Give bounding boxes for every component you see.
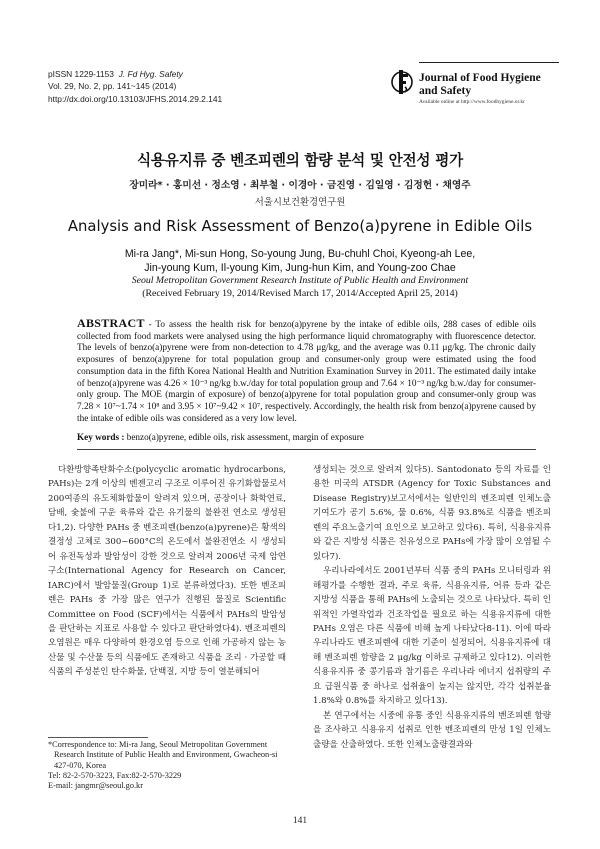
paragraph: 생성되는 것으로 알려져 있다5). Santodonato 등의 자료를 인용한 미국의 ATSDR (Agency for Toxic Substances and Disease Registry)보고서에서는 일반인의 벤조피렌 인체노출 기여도가 공기 5.6%, 물 0.6%, 식품 93.8%로 식품을 벤조피렌의 주요노출기여 요인으로 보고하고 있다6). 특히, 식용유지류와 같은 지방성 식품은 친유성으로 PAHs에 가장 많이 오염될 수 있다7). (313, 465, 551, 562)
keywords-text: benzo(a)pyrene, edible oils, risk assessment, margin of exposure (124, 432, 364, 442)
body-column-left (48, 463, 286, 680)
masthead-rule (419, 62, 559, 63)
issn-line: pISSN 1229-1153 J. Fd Hyg. Safety (48, 69, 183, 79)
authors-korean: 장미라* · 홍미선 · 정소영 · 최부철 · 이경아 · 금진영 · 김일영 · 김정헌 · 채영주 (129, 180, 471, 191)
abstract-divider (77, 449, 536, 450)
journal-name: Journal of Food Hygiene and Safety (419, 72, 541, 97)
footnote-divider (48, 737, 148, 738)
abstract-text: - To assess the health risk for benzo(a)pyrene by the intake of edible oils, 288 cases of edible oils collected from food markets were analysed using the high performance liquid chromatography with fluorescence detector. The levels of benzo(a)pyrene were from non-detection to 4.78 μg/kg, and the average was 0.11 μg/kg. The chronic daily exposures of benzo(a)pyrene for total population group and consumer-only group were estimated using the food consumption data in the fifth Korea National Health and Nutrition Examination Survey in 2011. The estimated daily intake of benzo(a)pyrene was 4.26 × 10⁻³ ng/kg b.w./day for total population group and 7.64 × 10⁻³ ng/kg b.w./day for consumer-only group. The MOE (margin of exposure) of benzo(a)pyrene for total population group and consumer-only group was 7.28 × 10⁷~1.74 × 10⁸ and 3.95 × 10⁷~9.42 × 10⁷, respectively. Accordingly, the health risk from benzo(a)pyrene caused by the intake of edible oils was considered as a very low level. (77, 320, 536, 424)
correspondence-footnote: *Correspondence to: Mi-ra Jang, Seoul Metropolitan Government Research Institute of Public Health and Environment, Gwacheon-si 427-070, Korea Tel: 82-2-570-3223, Fax:82-2-570-3229 E-mail: jangmr@seoul.go.kr (48, 740, 308, 791)
received-dates: (Received February 19, 2014/Revised March 17, 2014/Accepted April 25, 2014) (142, 288, 458, 299)
affiliation-english: Seoul Metropolitan Government Research Institute of Public Health and Environment (131, 275, 469, 286)
journal-citation (48, 68, 222, 105)
keywords-label: Key words : (77, 432, 125, 442)
title-korean: 식용유지류 중 벤조피렌의 함량 분석 및 안전성 평가 (136, 152, 464, 169)
journal-masthead (388, 62, 558, 104)
journal-logo-icon (391, 67, 413, 97)
doi-link[interactable]: http://dx.doi.org/10.13103/JFHS.2014.29.2.141 (48, 93, 223, 104)
authors-english: Mi-ra Jang*, Mi-sun Hong, So-young Jung, Bu-chuhl Choi, Kyeong-ah Lee, Jin-young Kum, Il-young Kim, Jung-hun Kim, and Young-zoo Chae (124, 248, 476, 274)
abstract (77, 318, 536, 425)
page-number: 141 (292, 816, 308, 826)
keywords (77, 432, 536, 442)
journal-abbrev: J. Fd Hyg. Safety (118, 69, 183, 79)
affiliation-korean: 서울시보건환경연구원 (254, 197, 346, 208)
title-english: Analysis and Risk Assessment of Benzo(a)pyrene in Edible Oils (67, 218, 533, 235)
volume-line: Vol. 29, No. 2, pp. 141~145 (2014) (48, 81, 177, 92)
email-link[interactable]: E-mail: jangmr@seoul.go.kr (48, 781, 143, 791)
body-column-right (313, 463, 551, 752)
journal-url[interactable]: Available online at http://www.foodhygiene.or.kr (419, 99, 525, 105)
abstract-label: ABSTRACT (77, 316, 145, 330)
paragraph: 우리나라에서도 2001년부터 식품 중의 PAHs 모니터링과 위해평가를 수행한 결과, 주로 육류, 식용유지류, 어류 등과 같은 지방성 식품을 통해 PAHs에 노출되는 것으로 나타났다. 특히 인위적인 가열작업과 건조작업을 필요로 하는 식용유지류에 대한 PAHs 오염은 다른 식품에 비해 높게 나타났다8-11). 이에 따라 우리나라도 벤조피렌에 대한 기준이 설정되어, 식용유지류에 대해 벤조피렌 함량을 2 μg/kg 이하로 규제하고 있다12). 이러한 식용유지류 중 콩기름과 참기름은 우리나라 에너지 섭취량의 주요 급원식품 중 하나로 섭취율이 높지는 않지만, 각각 섭취분율 1.8%와 0.8%를 차지하고 있다13). (313, 566, 551, 707)
paragraph: 다환방향족탄화수소(polycyclic aromatic hydrocarbons, PAHs)는 2개 이상의 벤젠고리 구조로 이루어진 유기화합물로서 200여종의 유도체화합물이 알려져 있으며, 공장이나 화학연료, 담배, 숯불에 구운 육류와 같은 유기물의 불완전 연소로 생성된다1,2). 다양한 PAHs 중 벤조피렌(benzo(a)pyrene)은 황색의 결정성 고체로 300~600°C의 온도에서 불완전연소 시 생성되어 유전독성과 발암성이 강한 것으로 알려져 2006년 국제 암연구소(International Agency for Research on Cancer, IARC)에서 발암물질(Group 1)로 분류하였다3). 또한 벤조피렌은 PAHs 중 가장 많은 연구가 진행된 물질로 Scientific Committee on Food (SCF)에서는 식품에서 PAHs의 발암성을 판단하는 지표로 사용할 수 있다고 판단하였다4). 벤조피렌의 오염원은 매우 다양하여 환경오염 등으로 인해 가공하지 않는 농산물 및 수산물 등의 식품에도 존재하고 식품을 조리 · 가공할 때 식품의 주성분인 탄수화물, 단백질, 지방 등이 열분해되어 (48, 465, 286, 678)
paragraph: 본 연구에서는 시중에 유통 중인 식용유지류의 벤조피렌 함량을 조사하고 식용유지 섭취로 인한 벤조피렌의 만성 1일 인체노출량을 산출하였다. 또한 인체노출량결과와 (313, 710, 551, 750)
